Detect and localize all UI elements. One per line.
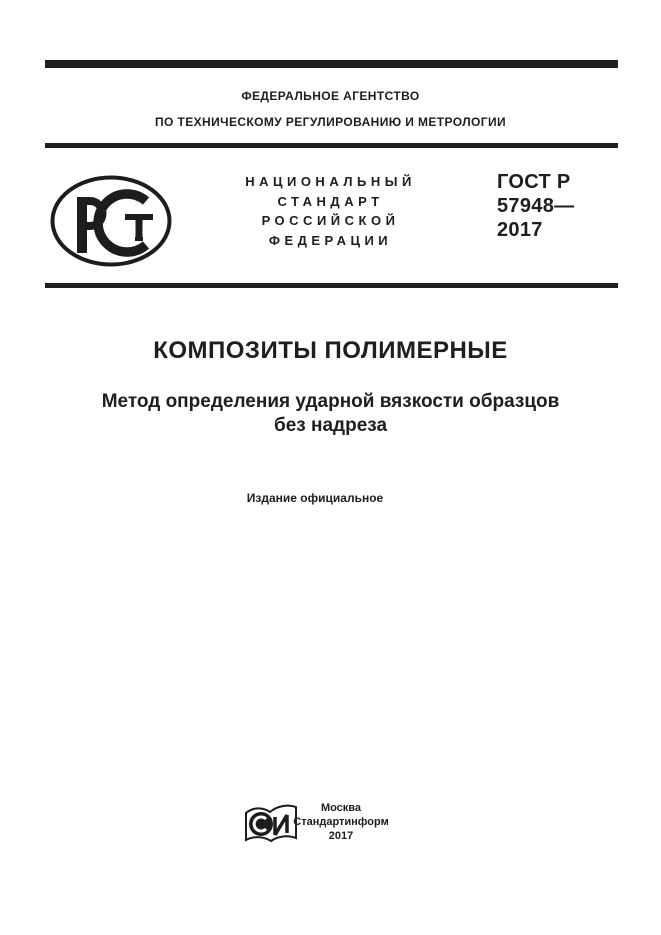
imprint-publisher: Стандартинформ	[293, 816, 389, 828]
standard-title: КОМПОЗИТЫ ПОЛИМЕРНЫЕ	[153, 337, 508, 364]
standard-subtitle-line-2: без надреза	[273, 414, 388, 436]
header-rule	[45, 143, 618, 148]
agency-name-line-1: ФЕДЕРАЛЬНОЕ АГЕНТСТВО	[241, 89, 420, 103]
designation-line: НАЦИОНАЛЬНЫЙ	[245, 174, 416, 189]
gost-number-line: 57948—	[497, 195, 575, 217]
gost-number-block	[497, 170, 574, 242]
designation-line: ФЕДЕРАЦИИ	[268, 232, 393, 248]
edition-note: Издание официальное	[246, 491, 384, 505]
separator-rule	[45, 283, 618, 288]
designation-line: СТАНДАРТ	[277, 193, 384, 209]
imprint-block	[276, 801, 406, 843]
gost-number-line: 2017	[497, 219, 543, 241]
standard-subtitle	[0, 390, 661, 437]
imprint-city: Москва	[320, 802, 362, 814]
imprint-year: 2017	[328, 830, 354, 842]
designation-line: РОССИЙСКОЙ	[261, 213, 400, 228]
standard-subtitle-line-1: Метод определения ударной вязкости образцов	[101, 391, 560, 412]
agency-name-line-2: ПО ТЕХНИЧЕСКОМУ РЕГУЛИРОВАНИЮ И МЕТРОЛОГИИ	[154, 115, 507, 129]
gost-number-line: ГОСТ Р	[497, 171, 571, 193]
top-rule	[45, 60, 618, 68]
